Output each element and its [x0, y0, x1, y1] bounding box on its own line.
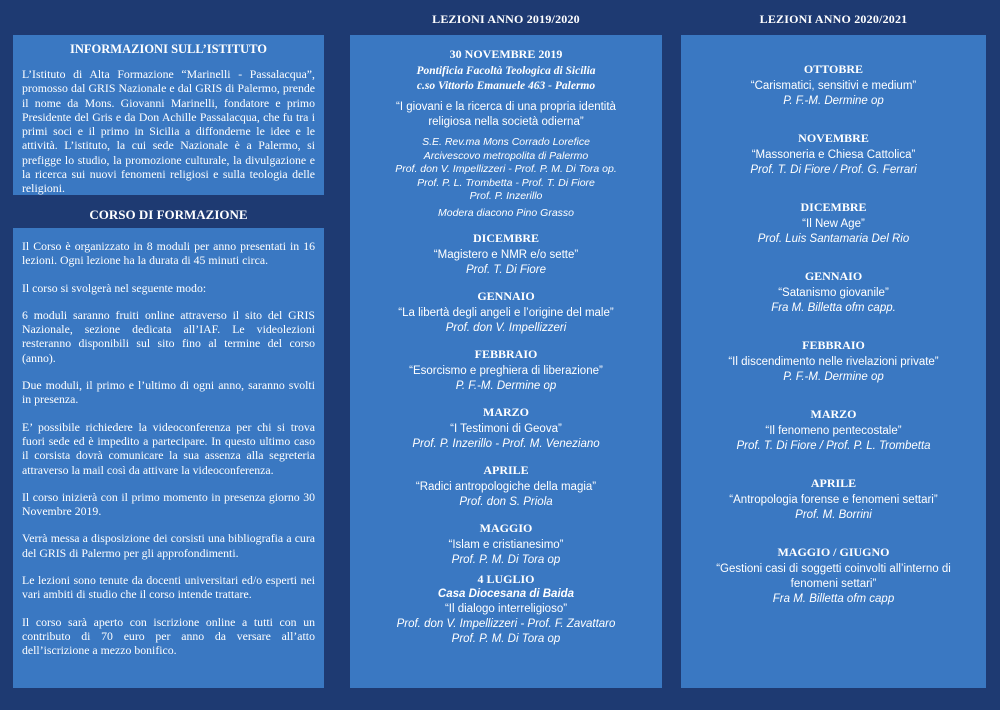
lesson-professor: Prof. P. Inzerillo - Prof. M. Veneziano: [412, 438, 600, 450]
last-lesson: [356, 572, 656, 647]
info-body: L’Istituto di Alta Formazione “Marinelli - Passalacqua”, promosso dal GRIS Nazionale e dal GRIS di Palermo, prende il nome da Mons. Giovanni Marinelli, fondatore e primo Presidente del Gris e da Don Achille Passalacqua, che fu tra i primi soci e il primo in Sicilia a diffonderne le idee e le attività. L’istituto, la cui sede Nazionale è a Palermo, si prefigge lo studio, la promozione culturale, la divulgazione e la ricerca sui nuovi fenomeni religiosi e sulla teologia delle religioni.: [22, 67, 315, 196]
lesson-item: [356, 231, 656, 278]
year1-lessons: [356, 231, 656, 568]
lesson-month: DICEMBRE: [472, 231, 539, 245]
lesson-title: “La libertà degli angeli e l’origine del male”: [398, 307, 614, 319]
corso-paragraph: Il corso sarà aperto con iscrizione online a tutti con un contributo di 70 euro per anno da versare all’atto dell’iscrizione a mezzo bonifico.: [22, 614, 315, 658]
year1-panel: [350, 35, 662, 688]
lesson-month: MAGGIO: [479, 521, 533, 535]
lesson-item: [687, 200, 980, 247]
corso-paragraph: Le lezioni sono tenute da docenti universitari ed/o esperti nei vari ambiti di studio che il corso intende trattare.: [22, 573, 315, 602]
lesson-title: “Carismatici, sensitivi e medium”: [750, 80, 917, 92]
lesson-professor: Prof. T. Di Fiore / Prof. G. Ferrari: [750, 164, 917, 176]
col3-header: LEZIONI ANNO 2020/2021: [759, 12, 908, 26]
lesson-month: MAGGIO / GIUGNO: [777, 545, 890, 559]
lesson-title: “Radici antropologiche della magia”: [415, 481, 597, 493]
lesson-item: [687, 338, 980, 385]
first-lesson: [356, 47, 656, 220]
lesson-month: DICEMBRE: [800, 200, 867, 214]
lesson-title: “Antropologia forense e fenomeni settari”: [729, 494, 938, 506]
lesson-month: MARZO: [810, 407, 857, 421]
lesson-title: “Esorcismo e preghiera di liberazione”: [409, 365, 603, 377]
corso-paragraph: Il Corso è organizzato in 8 moduli per anno presentati in 16 lezioni. Ogni lezione ha la durata di 45 minuti circa.: [22, 239, 315, 268]
lesson-title: “Il discendimento nelle rivelazioni private”: [728, 356, 939, 368]
corso-title: CORSO DI FORMAZIONE: [89, 207, 248, 222]
lesson-item: [687, 407, 980, 454]
lesson-item: [687, 476, 980, 523]
lesson-professor: Prof. don V. Impellizzeri: [445, 322, 567, 334]
lesson-professor: Prof. T. Di Fiore / Prof. P. L. Trombetta: [736, 440, 931, 452]
info-panel: [13, 35, 324, 195]
last-date: 4 LUGLIO: [477, 572, 535, 586]
lesson-title: “Il New Age”: [802, 218, 865, 230]
last-prof-2: Prof. P. M. Di Tora op: [451, 633, 561, 645]
lesson-item: [687, 131, 980, 178]
lesson-item: [687, 545, 980, 607]
lesson-professor: Prof. M. Borrini: [795, 509, 872, 521]
year2-lessons: [687, 62, 980, 607]
first-place-2: c.so Vittorio Emanuele 463 - Palermo: [416, 80, 596, 92]
last-title: “Il dialogo interreligioso”: [444, 603, 568, 615]
lesson-title: “Il fenomeno pentecostale”: [765, 425, 902, 437]
lesson-month: APRILE: [483, 463, 529, 477]
lesson-title: “Gestioni casi di soggetti coinvolti all’interno di fenomeni settari”: [716, 563, 951, 590]
lesson-month: MARZO: [483, 405, 529, 419]
info-title: INFORMAZIONI SULL’ISTITUTO: [70, 42, 267, 56]
lesson-month: FEBBRAIO: [474, 347, 538, 361]
first-place-1: Pontificia Facoltà Teologica di Sicilia: [416, 65, 596, 77]
lesson-professor: Prof. T. Di Fiore: [465, 264, 547, 276]
lesson-item: [356, 289, 656, 336]
corso-paragraph: Verrà messa a disposizione dei corsisti una bibliografia a cura del GRIS di Palermo per gli approfondimenti.: [22, 531, 315, 560]
lesson-month: GENNAIO: [804, 269, 863, 283]
first-title: “I giovani e la ricerca di una propria identità religiosa nella società odierna”: [396, 101, 616, 128]
lesson-month: NOVEMBRE: [798, 131, 869, 145]
lesson-professor: Prof. P. M. Di Tora op: [451, 554, 561, 566]
first-speaker: S.E. Rev.ma Mons Corrado Lorefice: [422, 136, 590, 148]
lesson-item: [687, 269, 980, 316]
lesson-title: “Magistero e NMR e/o sette”: [433, 249, 579, 261]
lesson-item: [687, 62, 980, 109]
last-place: Casa Diocesana di Baida: [437, 588, 575, 600]
lesson-professor: P. F.-M. Dermine op: [783, 371, 884, 383]
corso-paragraph: Due moduli, il primo e l’ultimo di ogni anno, saranno svolti in presenza.: [22, 378, 315, 407]
first-speaker: Prof. don V. Impellizzeri - Prof. P. M. Di Tora op.: [395, 163, 617, 175]
lesson-professor: Prof. Luis Santamaria Del Rio: [757, 233, 910, 245]
col2-header: LEZIONI ANNO 2019/2020: [432, 12, 580, 26]
lesson-professor: Prof. don S. Priola: [459, 496, 553, 508]
corso-body: [22, 239, 315, 658]
lesson-item: [356, 521, 656, 568]
lesson-item: [356, 463, 656, 510]
last-prof-1: Prof. don V. Impellizzeri - Prof. F. Zavattaro: [396, 618, 616, 630]
lesson-item: [356, 405, 656, 452]
lesson-professor: Fra M. Billetta ofm capp.: [771, 302, 896, 314]
corso-paragraph: 6 moduli saranno fruiti online attraverso il sito del GRIS Nazionale, sezione dedicata all’IAF. Le videolezioni resteranno disponibili sul sito fino al termine del corso (anno).: [22, 307, 315, 365]
lesson-professor: P. F.-M. Dermine op: [783, 95, 884, 107]
first-date: 30 NOVEMBRE 2019: [449, 47, 563, 61]
year2-panel: [681, 35, 986, 688]
lesson-month: APRILE: [810, 476, 857, 490]
lesson-title: “Islam e cristianesimo”: [448, 539, 564, 551]
lesson-professor: P. F.-M. Dermine op: [455, 380, 557, 392]
first-speaker: Arcivescovo metropolita di Palermo: [423, 149, 589, 162]
lesson-month: OTTOBRE: [803, 62, 864, 76]
first-speakers: [356, 136, 656, 204]
lesson-title: “I Testimoni di Geova”: [450, 423, 562, 435]
corso-panel: [13, 228, 324, 688]
lesson-title: “Satanismo giovanile”: [778, 287, 889, 299]
corso-paragraph: E’ possibile richiedere la videoconferenza per chi si trova fuori sede ed è impedito a partecipare. In questo ultimo caso il corsista dovrà comunicare la sua assenza alla segreteria attraverso la mail così da attivare la videoconferenza.: [22, 419, 315, 477]
lesson-month: FEBBRAIO: [802, 338, 865, 352]
corso-paragraph: Il corso si svolgerà nel seguente modo:: [22, 280, 207, 295]
lesson-professor: Fra M. Billetta ofm capp: [772, 593, 895, 605]
first-moderator: Modera diacono Pino Grasso: [438, 206, 574, 219]
lesson-item: [356, 347, 656, 394]
lesson-title: “Massoneria e Chiesa Cattolica”: [751, 149, 916, 161]
first-speaker: Prof. P. Inzerillo: [469, 190, 543, 202]
first-speaker: Prof. P. L. Trombetta - Prof. T. Di Fiore: [417, 176, 595, 189]
lesson-month: GENNAIO: [477, 289, 535, 303]
corso-paragraph: Il corso inizierà con il primo momento in presenza giorno 30 Novembre 2019.: [22, 489, 315, 519]
